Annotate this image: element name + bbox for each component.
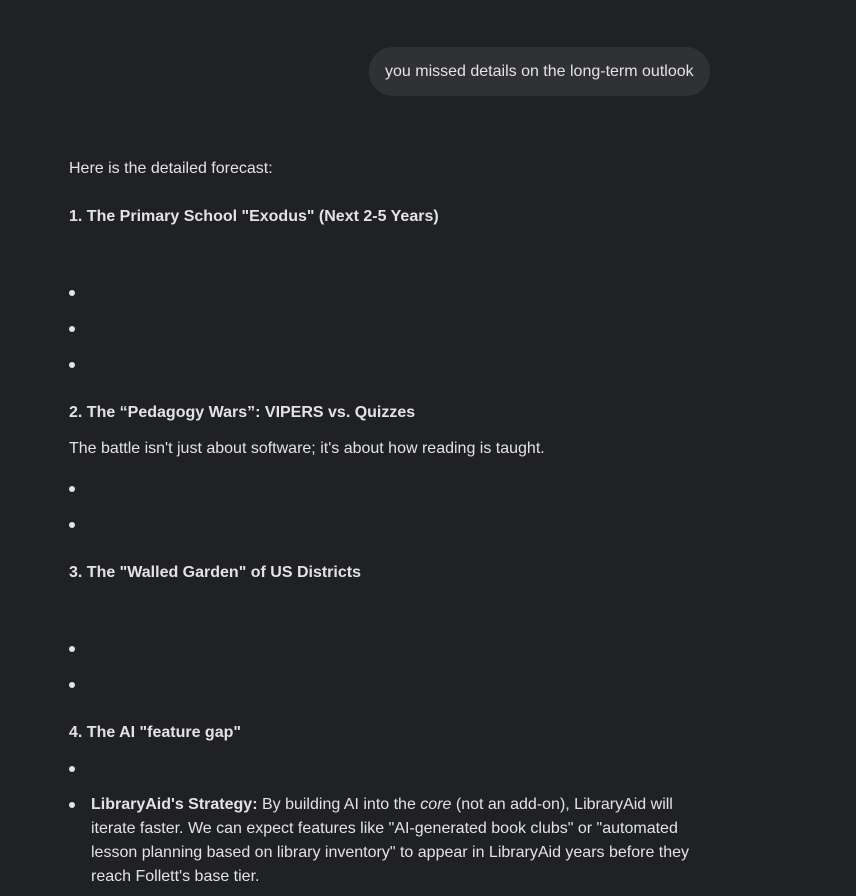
strategy-line-3: lesson planning based on library inventory" to appear in LibraryAid years before they (91, 844, 690, 861)
bullet-point (69, 290, 75, 296)
bullet-point (69, 802, 75, 808)
bullet-point (69, 646, 75, 652)
strategy-line-4: reach Follett's base tier. (91, 868, 260, 885)
strategy-line-2: iterate faster. We can expect features like "AI-generated book clubs" or "automated (91, 820, 678, 837)
section-2-heading: 2. The “Pedagogy Wars”: VIPERS vs. Quizzes (69, 404, 416, 421)
bullet-point (69, 522, 75, 528)
user-message-bubble: you missed details on the long-term outlook (369, 47, 710, 96)
bullet-point (69, 326, 75, 332)
strategy-text-a: By building AI into the (257, 796, 421, 813)
strategy-emphasis: core (420, 796, 452, 813)
bullet-point (69, 486, 75, 492)
strategy-label: LibraryAid's Strategy: (91, 796, 258, 813)
bullet-point (69, 362, 75, 368)
bullet-point (69, 766, 75, 772)
section-2-text: The battle isn't just about software; it's about how reading is taught. (69, 440, 545, 457)
section-4-heading: 4. The AI "feature gap" (69, 724, 241, 741)
strategy-text-b: (not an add-on), LibraryAid will (451, 796, 673, 813)
response-intro: Here is the detailed forecast: (69, 160, 273, 177)
section-1-heading: 1. The Primary School "Exodus" (Next 2-5 Years) (69, 208, 439, 225)
strategy-list-item (91, 793, 731, 889)
bullet-point (69, 682, 75, 688)
section-3-heading: 3. The "Walled Garden" of US Districts (69, 564, 361, 581)
